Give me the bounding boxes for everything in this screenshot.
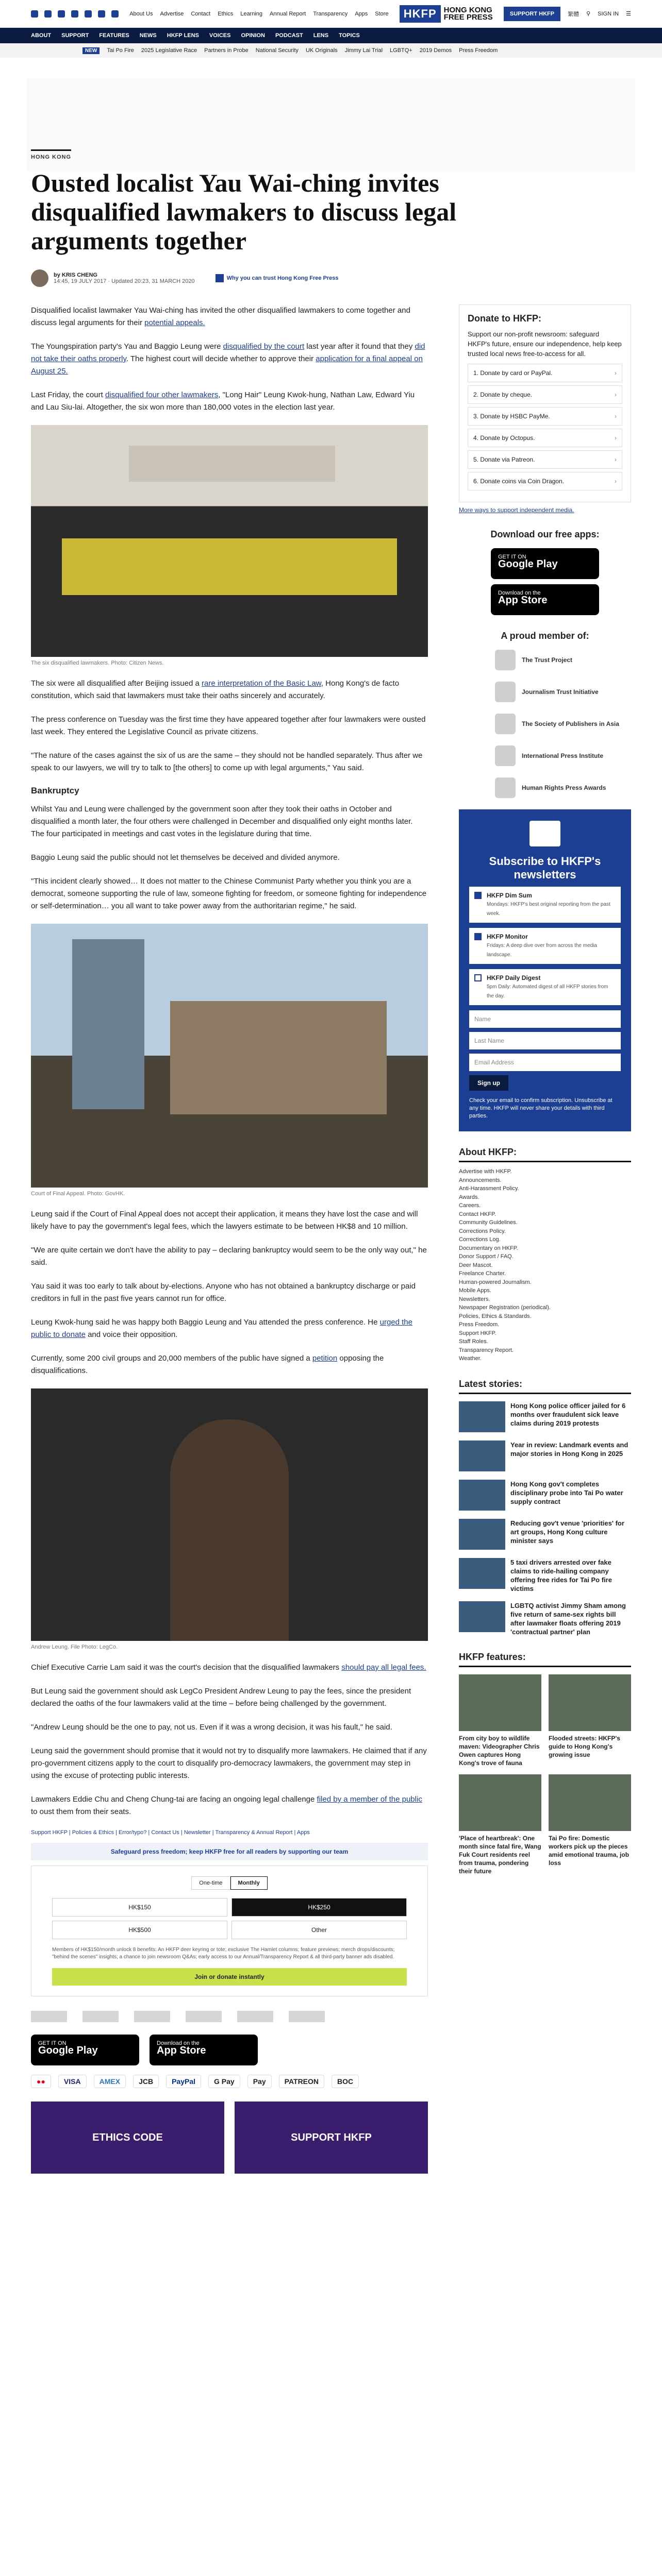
donate-widget xyxy=(31,1866,428,1996)
logo-box: HKFP xyxy=(400,5,441,23)
subheading: Bankruptcy xyxy=(31,786,79,795)
trending-bar xyxy=(0,43,662,58)
trending-item[interactable]: Tai Po Fire xyxy=(107,47,134,54)
paragraph: But Leung said the government should ask LegCo President Andrew Leung to pay the fees, since the president declared the oaths of the four lawmakers valid at the time – before being challenged by the government. xyxy=(31,1687,411,1708)
newsletter-option[interactable]: HKFP Monitor Fridays: A deep dive over from across the media landscape. xyxy=(469,928,621,964)
partner-logo[interactable] xyxy=(31,2011,67,2022)
amount-options xyxy=(52,1898,407,1939)
about-link[interactable]: Corrections Log. xyxy=(459,1236,501,1243)
toplink-contact[interactable]: Contact xyxy=(191,10,211,17)
donate-option[interactable]: 2. Donate by cheque. › xyxy=(468,385,622,404)
logo-text xyxy=(444,7,493,21)
chevron-right-icon: › xyxy=(615,369,617,377)
trending-item[interactable]: 2025 Legislative Race xyxy=(141,47,197,54)
search-icon[interactable]: ⚲ xyxy=(586,11,591,17)
paragraph: "This incident clearly showed… It does not matter to the Chinese Communist Party whether you think you are a democrat, someone supporting the rule of law, someone fighting for freedom, or someone fighting for independence or self-determination… you all want to take power away from the authoritarian regime," he said. xyxy=(31,877,427,910)
paragraph: The six were all disqualified after Beijing issued a rare interpretation of the Basic Law, Hong Kong's de facto constitution, which said that lawmakers must take their oaths sincerely and accurately. xyxy=(31,679,400,700)
newsletter-box xyxy=(459,809,631,1131)
more-ways-link[interactable]: More ways to support independent media. xyxy=(459,506,574,514)
about-list xyxy=(459,1167,631,1363)
about-link[interactable]: Documentary on HKFP. xyxy=(459,1245,518,1251)
app-store-button[interactable]: Download on the App Store xyxy=(150,2035,258,2065)
paragraph: Chief Executive Carrie Lam said it was the court's decision that the disqualified lawmakers should pay all legal fees. xyxy=(31,1663,426,1672)
about-link[interactable]: Human-powered Journalism. xyxy=(459,1279,532,1285)
thumbnail xyxy=(549,1774,631,1831)
paragraph: The Youngspiration party's Yau and Baggio Leung were disqualified by the court last year after it found that they did not take their oaths properly. The highest court will decide whether to approve their application for a final appeal on August 25. xyxy=(31,342,425,376)
google-play-button[interactable]: GET IT ON Google Play xyxy=(491,548,599,579)
about-link[interactable]: Weather. xyxy=(459,1355,482,1362)
jcb-icon: JCB xyxy=(133,2075,159,2088)
paragraph: Leung Kwok-hung said he was happy both Baggio Leung and Yau attended the press conference. He urged the public to donate and voice their opposition. xyxy=(31,1318,412,1339)
facebook-icon[interactable] xyxy=(31,10,38,18)
about-link[interactable]: Staff Roles. xyxy=(459,1338,488,1345)
join-button[interactable]: Join or donate instantly xyxy=(52,1968,407,1986)
inline-link[interactable]: filed by a member of the public xyxy=(317,1795,422,1804)
amount-150[interactable]: HK$150 xyxy=(52,1898,227,1917)
paragraph: Yau said it was too early to talk about by-elections. Anyone who has not obtained a bankruptcy discharge or paid creditors in full in the past five years cannot run for office. xyxy=(31,1282,416,1303)
partner-logo[interactable] xyxy=(134,2011,170,2022)
partner-logo[interactable] xyxy=(186,2011,222,2022)
amex-icon: AMEX xyxy=(94,2075,126,2088)
social-icons xyxy=(31,10,119,18)
member-benefits-note: Members of HK$150/month unlock 8 benefits: An HKFP deer keyring or tote; exclusive The Hamlet columns; feature previews; merch drops/discounts; "behind the scenes" insights; a chance to join newsroom Q&As; early access to our Annual/Transparency Report & all third-party banner ads disabled. xyxy=(52,1947,395,1960)
trust-label: Why you can trust Hong Kong Free Press xyxy=(226,275,339,281)
trust-icon xyxy=(216,274,224,282)
about-link[interactable]: Mobile Apps. xyxy=(459,1287,491,1294)
paragraph: Leung said the government should promise that it would not try to disqualify more lawmakers. He claimed that if any pro-government citizens apply to the court to disqualify pro-democracy lawmakers, the government may step in using the excuse of protecting public interests. xyxy=(31,1747,427,1780)
top-links xyxy=(129,11,388,17)
photo-caption: Court of Final Appeal. Photo: GovHK. xyxy=(31,1191,125,1197)
partner-logos xyxy=(31,2011,428,2022)
latest-title: Latest stories: xyxy=(459,1379,631,1394)
nav-support[interactable]: SUPPORT xyxy=(61,32,89,39)
app-store-button[interactable]: Download on the App Store xyxy=(491,584,599,615)
new-badge: NEW xyxy=(82,47,100,54)
donate-option[interactable]: 4. Donate by Octopus. › xyxy=(468,429,622,447)
inline-link[interactable]: petition xyxy=(312,1354,338,1363)
chevron-right-icon: › xyxy=(615,413,617,420)
boc-icon: BOC xyxy=(332,2075,359,2088)
about-link[interactable]: Contact HKFP. xyxy=(459,1211,496,1217)
about-link[interactable]: Newspaper Registration (periodical). xyxy=(459,1304,551,1311)
toplink-learning[interactable]: Learning xyxy=(240,10,263,17)
newsletter-option[interactable]: HKFP Dim Sum Mondays: HKFP's best original reporting from the past week. xyxy=(469,887,621,923)
nav-features[interactable]: FEATURES xyxy=(99,32,129,39)
inline-link[interactable]: did not take their oaths properly xyxy=(31,342,425,363)
about-link[interactable]: Donor Support / FAQ. xyxy=(459,1253,514,1260)
trending-item[interactable]: National Security xyxy=(255,47,299,54)
newsletter-option[interactable]: HKFP Daily Digest 5pm Daily: Automated digest of all HKFP stories from the day. xyxy=(469,969,621,1005)
paragraph: Leung said if the Court of Final Appeal does not accept their application, it means they have lost the case and will likely have to pay the government's legal fees, which the lawyers estimate to be between HK$8 and 10 million. xyxy=(31,1210,418,1231)
paragraph: Disqualified localist lawmaker Yau Wai-ching has invited the other disqualified lawmakers to come together and discuss legal arguments for their potential appeals. xyxy=(31,306,410,327)
about-link[interactable]: Support HKFP. xyxy=(459,1330,496,1336)
latest-stories xyxy=(459,1379,631,1636)
author-avatar xyxy=(31,269,48,287)
photo-andrew-leung xyxy=(31,1388,428,1641)
inline-link[interactable]: application for a final appeal on August 25. xyxy=(31,354,423,376)
latest-item[interactable]: Year in review: Landmark events and major stories in Hong Kong in 2025 xyxy=(459,1440,631,1471)
member-logo[interactable]: The Trust Project xyxy=(495,650,631,670)
toplink-about[interactable]: About Us xyxy=(129,10,153,17)
member-logo[interactable]: Human Rights Press Awards xyxy=(495,777,631,798)
logo-line1: HONG KONG xyxy=(443,5,492,14)
logo-line2: FREE PRESS xyxy=(443,12,493,22)
donate-intro: Support our non-profit newsroom: safeguard HKFP's future, ensure our independence, help keep trusted local news free-to-access for all. xyxy=(468,330,622,358)
paragraph: "We are quite certain we don't have the ability to pay – declaring bankruptcy would seem to be the only way out," he said. xyxy=(31,1246,427,1267)
about-link[interactable]: Careers. xyxy=(459,1202,481,1209)
checkbox[interactable] xyxy=(474,933,482,940)
about-title: About HKFP: xyxy=(459,1147,631,1162)
signin-link[interactable]: SIGN IN xyxy=(598,10,619,17)
menu-icon[interactable]: ☰ xyxy=(626,11,631,17)
site-logo[interactable] xyxy=(400,5,493,23)
toggle-monthly[interactable]: Monthly xyxy=(230,1876,268,1890)
donate-option[interactable]: 5. Donate via Patreon. › xyxy=(468,450,622,469)
inline-link[interactable]: potential appeals. xyxy=(144,318,205,327)
about-link[interactable]: Awards. xyxy=(459,1194,479,1200)
gpay-icon: G Pay xyxy=(208,2075,240,2088)
latest-item[interactable]: LGBTQ activist Jimmy Sham among five return of same-sex rights bill after lawmaker floats offering 2019 'contractual partner' plan xyxy=(459,1601,631,1636)
thumbnail xyxy=(459,1440,505,1471)
paragraph: Currently, some 200 civil groups and 20,000 members of the public have signed a petition opposing the disqualifications. xyxy=(31,1354,384,1375)
nav-opinion[interactable]: OPINION xyxy=(241,32,265,39)
paragraph: Last Friday, the court disqualified four other lawmakers, "Long Hair" Leung Kwok-hung, Nathan Law, Edward Yiu and Lau Siu-lai. Altogether, the six won more than 180,000 votes in the election last year. xyxy=(31,391,415,412)
nav-voices[interactable]: VOICES xyxy=(209,32,231,39)
partner-logo[interactable] xyxy=(289,2011,325,2022)
banner-ethics[interactable]: ETHICS CODE xyxy=(31,2102,224,2174)
member-logo[interactable]: The Society of Publishers in Asia xyxy=(495,714,631,734)
feature-item[interactable]: Flooded streets: HKFP's guide to Hong Kong's growing issue xyxy=(549,1674,631,1767)
nav-news[interactable]: NEWS xyxy=(139,32,157,39)
trending-item[interactable]: Press Freedom xyxy=(459,47,498,54)
youtube-icon[interactable] xyxy=(71,10,78,18)
paragraph: The press conference on Tuesday was the first time they have appeared together after four lawmakers were ousted last week. They entered the Legislative Council as private citizens. xyxy=(31,715,426,736)
page-content xyxy=(31,149,631,2143)
paragraph: Lawmakers Eddie Chu and Cheng Chung-tai are facing an ongoing legal challenge filed by a member of the public to oust them from their seats. xyxy=(31,1795,422,1816)
toplink-apps[interactable]: Apps xyxy=(355,10,368,17)
nav-podcast[interactable]: PODCAST xyxy=(275,32,303,39)
paragraph: "Andrew Leung should be the one to pay, not us. Even if it was a wrong decision, it was his fault," he said. xyxy=(31,1723,392,1732)
trust-link[interactable] xyxy=(216,274,339,282)
donate-option[interactable]: 6. Donate coins via Coin Dragon. › xyxy=(468,472,622,490)
inline-link[interactable]: rare interpretation of the Basic Law xyxy=(202,679,321,688)
inline-link[interactable]: should pay all legal fees. xyxy=(341,1663,426,1672)
latest-item[interactable]: Reducing gov't venue 'priorities' for art groups, Hong Kong culture minister says xyxy=(459,1519,631,1550)
inline-link[interactable]: disqualified by the court xyxy=(223,342,305,351)
support-button[interactable]: SUPPORT HKFP xyxy=(504,7,560,21)
photo-court xyxy=(31,924,428,1188)
about-section xyxy=(459,1147,631,1363)
toplink-advertise[interactable]: Advertise xyxy=(160,10,184,17)
donate-option[interactable]: 3. Donate by HSBC PayMe. › xyxy=(468,407,622,426)
about-link[interactable]: Corrections Policy. xyxy=(459,1228,506,1234)
thumbnail xyxy=(459,1558,505,1589)
frequency-toggle xyxy=(52,1876,407,1890)
about-link[interactable]: Policies, Ethics & Standards. xyxy=(459,1313,532,1319)
thumbnail xyxy=(549,1674,631,1731)
thumbnail xyxy=(459,1674,541,1731)
trending-item[interactable]: 2019 Demos xyxy=(419,47,452,54)
thumbnail xyxy=(459,1401,505,1432)
mastercard-icon: ●● xyxy=(31,2075,51,2088)
features-grid xyxy=(459,1674,631,1875)
member-logo[interactable]: International Press Institute xyxy=(495,745,631,766)
chevron-right-icon: › xyxy=(615,434,617,442)
inline-link[interactable]: urged the public to donate xyxy=(31,1318,412,1339)
thumbnail xyxy=(459,1519,505,1550)
amount-250[interactable]: HK$250 xyxy=(231,1898,407,1917)
about-link[interactable]: Deer Mascot. xyxy=(459,1262,493,1268)
toplink-store[interactable]: Store xyxy=(375,10,389,17)
banner-support[interactable]: SUPPORT HKFP xyxy=(235,2102,428,2174)
linkedin-icon[interactable] xyxy=(85,10,92,18)
member-title: A proud member of: xyxy=(501,631,589,641)
nav-topics[interactable]: TOPICS xyxy=(339,32,360,39)
feature-item[interactable]: From city boy to wildlife maven: Videographer Chris Owen captures Hong Kong's trove of fauna xyxy=(459,1674,541,1767)
visa-icon: VISA xyxy=(58,2075,87,2088)
trending-item[interactable]: UK Originals xyxy=(305,47,338,54)
sidebar xyxy=(459,304,631,1875)
about-link[interactable]: Newsletters. xyxy=(459,1296,490,1302)
trending-item[interactable]: LGBTQ+ xyxy=(390,47,412,54)
signup-button[interactable]: Sign up xyxy=(469,1075,508,1091)
patreon-icon: PATREON xyxy=(279,2075,324,2088)
email-field[interactable]: Email Address xyxy=(469,1054,621,1071)
about-link[interactable]: Advertise with HKFP. xyxy=(459,1168,512,1175)
feature-item[interactable]: 'Place of heartbreak': One month since fatal fire, Wang Fuk Court residents reel from trauma, pondering their future xyxy=(459,1774,541,1875)
newsletter-title: Subscribe to HKFP's newsletters xyxy=(489,855,601,881)
instagram-icon[interactable] xyxy=(58,10,65,18)
article-footer-links[interactable]: Support HKFP | Policies & Ethics | Error/typo? | Contact Us | Newsletter | Transparency & Annual Report | Apps xyxy=(31,1829,310,1836)
nav-hkfp-lens[interactable]: HKFP LENS xyxy=(167,32,199,39)
toplink-annual-report[interactable]: Annual Report xyxy=(270,10,306,17)
safeguard-banner: Safeguard press freedom; keep HKFP free for all readers by supporting our team xyxy=(31,1843,428,1860)
x-icon[interactable] xyxy=(44,10,52,18)
toplink-ethics[interactable]: Ethics xyxy=(218,10,234,17)
about-link[interactable]: Community Guidelines. xyxy=(459,1219,518,1226)
donate-box xyxy=(459,304,631,502)
author-name[interactable]: by KRIS CHENG xyxy=(54,272,97,278)
name-field[interactable]: Name xyxy=(469,1010,621,1028)
payment-methods xyxy=(31,2075,428,2088)
about-link[interactable]: Freelance Charter. xyxy=(459,1270,506,1277)
partner-logo[interactable] xyxy=(82,2011,119,2022)
header-actions xyxy=(504,7,631,21)
chevron-right-icon: › xyxy=(615,456,617,463)
latest-item[interactable]: Hong Kong gov't completes disciplinary probe into Tai Po water supply contract xyxy=(459,1480,631,1511)
paypal-icon: PayPal xyxy=(166,2075,201,2088)
photo-caption: The six disqualified lawmakers. Photo: Citizen News. xyxy=(31,660,164,666)
features-section xyxy=(459,1652,631,1875)
inline-link[interactable]: disqualified four other lawmakers xyxy=(105,391,219,399)
partner-logo[interactable] xyxy=(237,2011,273,2022)
article-body xyxy=(31,304,428,2174)
main-nav xyxy=(0,28,662,43)
thumbnail xyxy=(459,1601,505,1632)
checkbox[interactable] xyxy=(474,892,482,899)
chevron-right-icon: › xyxy=(615,391,617,398)
toplink-transparency[interactable]: Transparency xyxy=(313,10,348,17)
publish-date: 14:45, 19 JULY 2017 · Updated 20:23, 31 MARCH 2020 xyxy=(54,278,195,284)
trending-item[interactable]: Jimmy Lai Trial xyxy=(344,47,383,54)
features-title: HKFP features: xyxy=(459,1652,631,1667)
photo-caption: Andrew Leung. File Photo: LegCo. xyxy=(31,1644,118,1650)
trending-item[interactable]: Partners in Probe xyxy=(204,47,249,54)
rss-icon[interactable] xyxy=(111,10,119,18)
about-link[interactable]: Press Freedom. xyxy=(459,1321,500,1328)
amount-500[interactable]: HK$500 xyxy=(52,1921,227,1939)
apps-title: Download our free apps: xyxy=(490,529,600,539)
paragraph: Baggio Leung said the public should not let themselves be deceived and divided anymore. xyxy=(31,853,340,862)
category-kicker[interactable]: HONG KONG xyxy=(31,149,71,160)
nav-about[interactable]: ABOUT xyxy=(31,32,52,39)
photo-press-conference xyxy=(31,425,428,657)
member-logo[interactable]: Journalism Trust Initiative xyxy=(495,682,631,702)
donate-option[interactable]: 1. Donate by card or PayPal. › xyxy=(468,364,622,382)
language-switch[interactable]: 繁體 xyxy=(568,11,580,18)
envelope-icon xyxy=(529,821,560,846)
latest-item[interactable]: 5 taxi drivers arrested over fake claims to ride-hailing company offering free rides for Tai Po fire victims xyxy=(459,1558,631,1593)
paragraph: Whilst Yau and Leung were challenged by the government soon after they took their oaths in October and disqualified a month later, the four others were challenged in December and disqualified only eight months later. The four participated in meetings and cast votes in the legislature during that time. xyxy=(31,805,413,838)
last-name-field[interactable]: Last Name xyxy=(469,1032,621,1049)
donate-title: Donate to HKFP: xyxy=(468,313,541,324)
threads-icon[interactable] xyxy=(98,10,105,18)
applepay-icon: Pay xyxy=(247,2075,272,2088)
article-title: Ousted localist Yau Wai-ching invites disqualified lawmakers to discuss legal arguments together xyxy=(31,168,457,255)
about-link[interactable]: Announcements. xyxy=(459,1177,502,1183)
subscribe-note: Check your email to confirm subscription. Unsubscribe at any time. HKFP will never share your details with third parties. xyxy=(469,1097,613,1119)
footer-banners xyxy=(31,2102,428,2174)
checkbox[interactable] xyxy=(474,974,482,981)
top-bar xyxy=(0,0,662,28)
nav-lens[interactable]: LENS xyxy=(313,32,329,39)
thumbnail xyxy=(459,1480,505,1511)
about-link[interactable]: Transparency Report. xyxy=(459,1347,514,1353)
feature-item[interactable]: Tai Po fire: Domestic workers pick up the pieces amid emotional trauma, job loss xyxy=(549,1774,631,1875)
google-play-button[interactable]: GET IT ON Google Play xyxy=(31,2035,139,2065)
toggle-one-time[interactable]: One-time xyxy=(191,1876,230,1890)
about-link[interactable]: Anti-Harassment Policy. xyxy=(459,1185,519,1192)
chevron-right-icon: › xyxy=(615,478,617,485)
amount-other[interactable]: Other xyxy=(231,1921,407,1939)
paragraph: "The nature of the cases against the six of us are the same – they should not be handled separately. Thus after we speak to our lawyers, we will try to talk to [the others] to come up with legal arguments," Yau said. xyxy=(31,751,423,772)
byline xyxy=(31,269,631,287)
thumbnail xyxy=(459,1774,541,1831)
latest-item[interactable]: Hong Kong police officer jailed for 6 months over fraudulent sick leave claims during 2019 protests xyxy=(459,1401,631,1432)
